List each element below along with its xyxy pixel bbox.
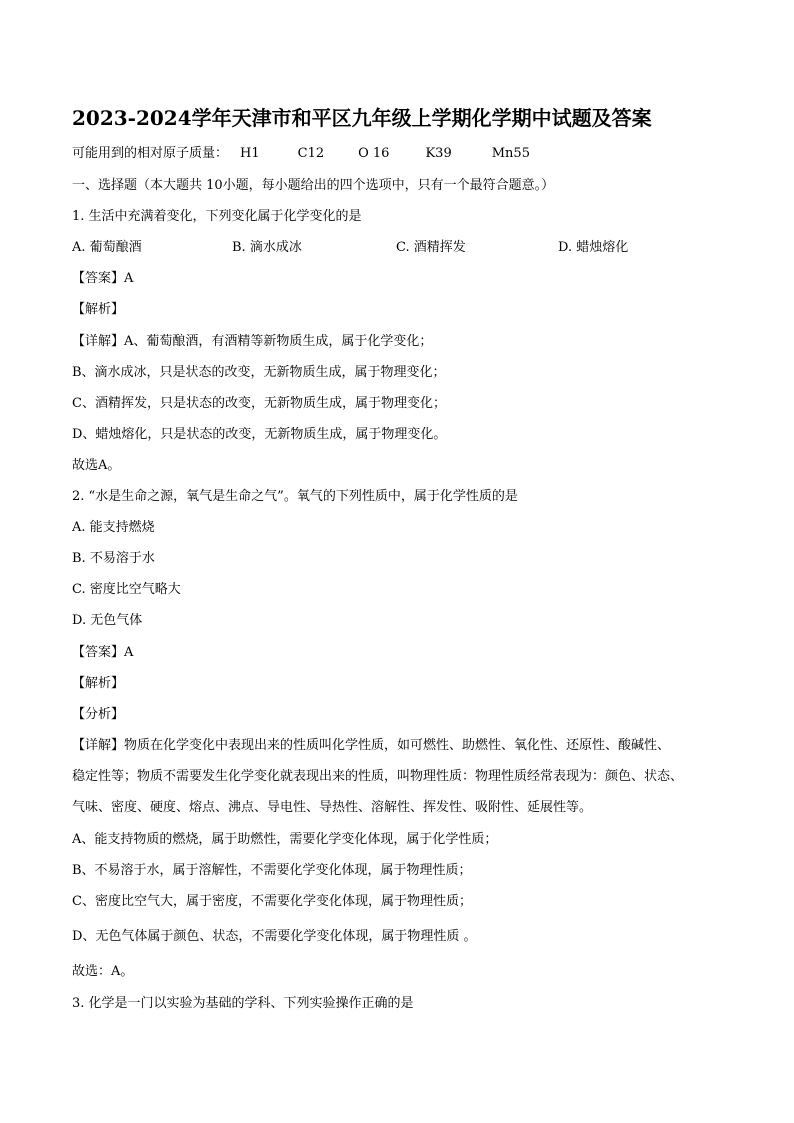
question-stem: 1. 生活中充满着变化，下列变化属于化学变化的是 xyxy=(72,209,362,224)
section-heading: 一、选择题（本大题共 10小题，每小题给出的四个选项中，只有一个最符合题意。） xyxy=(72,178,555,193)
atomic-mass-item: O 16 xyxy=(358,146,390,161)
atomic-mass-item: H1 xyxy=(240,146,260,161)
detail-line: B、不易溶于水，属于溶解性，不需要化学变化体现，属于物理性质； xyxy=(72,863,472,878)
option-b: B. 不易溶于水 xyxy=(72,551,155,566)
question-stem: 3. 化学是一门以实验为基础的学科、下列实验操作正确的是 xyxy=(72,996,414,1011)
detail-line: 【详解】A、葡萄酿酒，有酒精等新物质生成，属于化学变化； xyxy=(72,334,433,349)
detail-line: 稳定性等；物质不需要发生化学变化就表现出来的性质，叫物理性质：物理性质经常表现为：颜色、状态、 xyxy=(72,769,684,784)
atomic-mass-item: K39 xyxy=(425,146,452,161)
atomic-mass-line xyxy=(72,144,732,164)
option-d: D. 无色气体 xyxy=(72,613,143,628)
option-c: C. 酒精挥发 xyxy=(396,240,466,255)
atomic-mass-item: Mn55 xyxy=(491,146,530,161)
option-a: A. 能支持燃烧 xyxy=(72,520,155,535)
atomic-mass-item: C12 xyxy=(297,146,325,161)
option-c: C. 密度比空气略大 xyxy=(72,582,181,597)
detail-line: B、滴水成冰，只是状态的改变，无新物质生成，属于物理变化； xyxy=(72,365,446,380)
option-a: A. 葡萄酿酒 xyxy=(72,240,142,255)
detail-line: A、能支持物质的燃烧，属于助燃性，需要化学变化体现，属于化学性质； xyxy=(72,832,498,847)
conclusion-line: 故选A。 xyxy=(72,458,121,473)
page-title: 2023-2024学年天津市和平区九年级上学期化学期中试题及答案 xyxy=(72,106,652,130)
atomic-mass-label: 可能用到的相对原子质量： xyxy=(72,146,229,161)
option-b: B. 滴水成冰 xyxy=(232,240,302,255)
analysis-heading: 【解析】 xyxy=(72,676,125,691)
detail-line: C、密度比空气大，属于密度，不需要化学变化体现，属于物理性质； xyxy=(72,894,472,909)
detail-line: C、酒精挥发，只是状态的改变，无新物质生成，属于物理变化； xyxy=(72,396,446,411)
answer-line: 【答案】A xyxy=(72,645,134,660)
answer-line: 【答案】A xyxy=(72,271,134,286)
option-d: D. 蜡烛熔化 xyxy=(558,240,629,255)
conclusion-line: 故选：A。 xyxy=(72,964,134,979)
detail-line: D、蜡烛熔化，只是状态的改变，无新物质生成，属于物理变化。 xyxy=(72,427,447,442)
detail-line: D、无色气体属于颜色、状态，不需要化学变化体现，属于物理性质 。 xyxy=(72,929,477,944)
question-stem: 2. “水是生命之源，氧气是生命之气”。氧气的下列性质中，属于化学性质的是 xyxy=(72,489,518,504)
analysis-heading: 【解析】 xyxy=(72,302,125,317)
fenxi-heading: 【分析】 xyxy=(72,707,125,722)
detail-line: 气味、密度、硬度、熔点、沸点、导电性、导热性、溶解性、挥发性、吸附性、延展性等。 xyxy=(72,800,593,815)
detail-line: 【详解】物质在化学变化中表现出来的性质叫化学性质，如可燃性、助燃性、氧化性、还原性、酸碱性、 xyxy=(72,738,671,753)
